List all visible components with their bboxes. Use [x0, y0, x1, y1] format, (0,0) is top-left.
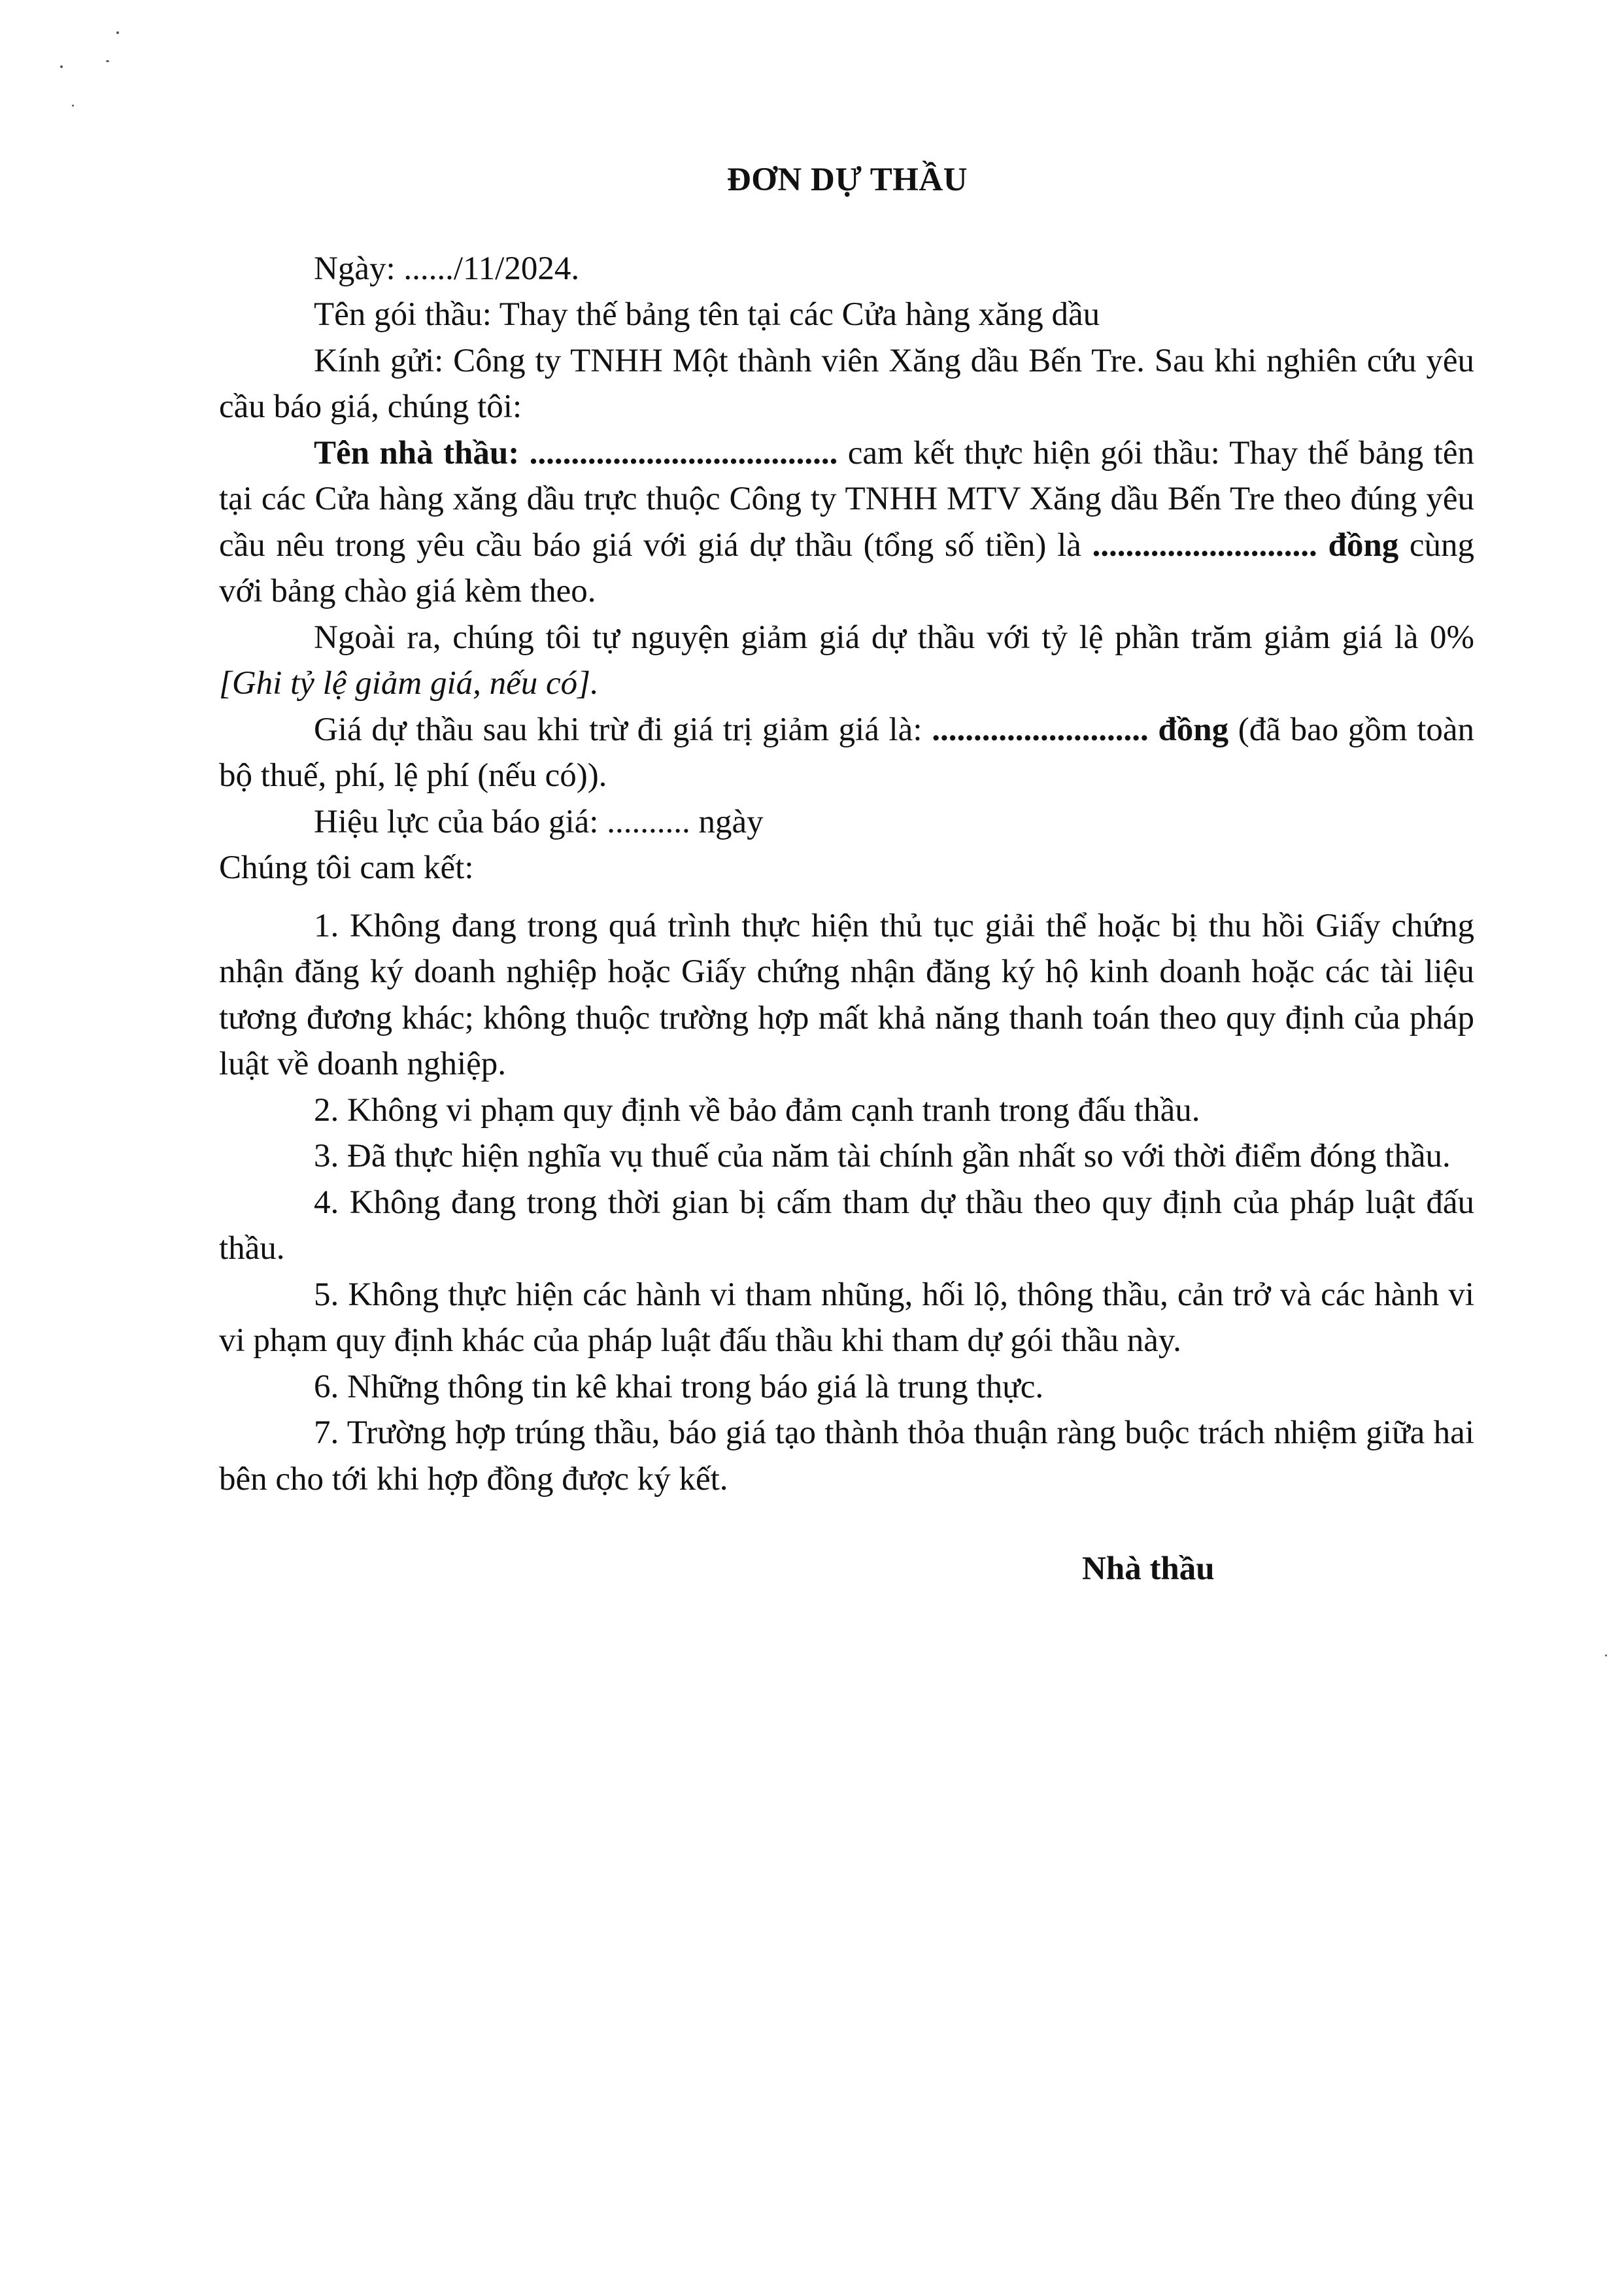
after-discount-paragraph	[219, 707, 1474, 799]
bid-amount-unit: đồng	[1328, 526, 1399, 564]
scan-speck	[60, 65, 63, 68]
date-line: Ngày: ....../11/2024.	[314, 250, 580, 287]
contractor-line-start: Tên nhà thầu: .....................................	[314, 434, 838, 471]
after-discount-unit: đồng	[1158, 711, 1229, 748]
contractor-paragraph	[219, 430, 1474, 615]
after-discount-start: Giá dự thầu sau khi trừ đi giá trị giảm giá là:	[314, 711, 922, 748]
commitment-item: 7. Trường hợp trúng thầu, báo giá tạo thành thỏa thuận ràng buộc trách nhiệm giữa hai bên cho tới khi hợp đồng được ký kết.	[219, 1414, 1474, 1498]
scan-speck	[116, 31, 119, 34]
bid-amount-tail: cùng với bảng chào giá kèm theo.	[219, 526, 1475, 609]
discount-paragraph	[219, 615, 1474, 707]
validity-line: Hiệu lực của báo giá: .......... ngày	[314, 803, 764, 840]
document-body	[219, 157, 1474, 1502]
package-name: Tên gói thầu: Thay thế bảng tên tại các Cửa hàng xăng dầu	[314, 296, 1100, 333]
scan-speck	[72, 105, 74, 107]
bid-amount-blank: ...........................	[1092, 526, 1317, 564]
contractor-line-rest: cam kết thực hiện gói thầu: Thay thế bảng tên tại các Cửa hàng xăng dầu trực thuộc Công ty TNHH MTV Xăng dầu Bến Tre theo đúng yêu cầu nêu trong yêu cầu báo giá với giá dự thầu (tổng số tiền) là	[219, 434, 1474, 564]
page-title: ĐƠN DỰ THẦU	[726, 162, 968, 198]
commitment-item: 4. Không đang trong thời gian bị cấm tham dự thầu theo quy định của pháp luật đấu thầu.	[219, 1184, 1474, 1267]
after-discount-tail: (đã bao gồm toàn bộ thuế, phí, lệ phí (nếu có)).	[219, 711, 1475, 794]
discount-line: Ngoài ra, chúng tôi tự nguyện giảm giá dự thầu với tỷ lệ phần trăm giảm giá là 0%	[314, 619, 1474, 656]
after-discount-blank: ..........................	[932, 711, 1149, 748]
commitment-item: 5. Không thực hiện các hành vi tham nhũng, hối lộ, thông thầu, cản trở và các hành vi vi phạm quy định khác của pháp luật đấu thầu khi tham dự gói thầu này.	[219, 1276, 1474, 1359]
addressee: Kính gửi: Công ty TNHH Một thành viên Xăng dầu Bến Tre. Sau khi nghiên cứu yêu cầu báo giá, chúng tôi:	[219, 342, 1474, 425]
commitment-item: 1. Không đang trong quá trình thực hiện thủ tục giải thể hoặc bị thu hồi Giấy chứng nhận đăng ký doanh nghiệp hoặc Giấy chứng nhận đăng ký hộ kinh doanh hoặc các tài liệu tương đương khác; không thuộc trường hợp mất khả năng thanh toán theo quy định của pháp luật về doanh nghiệp.	[219, 907, 1474, 1082]
commit-heading: Chúng tôi cam kết:	[219, 849, 474, 886]
discount-note: [Ghi tỷ lệ giảm giá, nếu có].	[219, 665, 599, 702]
commitment-item: 3. Đã thực hiện nghĩa vụ thuế của năm tài chính gần nhất so với thời điểm đóng thầu.	[314, 1138, 1451, 1174]
spacer	[219, 891, 1474, 903]
signature-label: Nhà thầu	[1082, 1550, 1215, 1587]
scan-speck	[1605, 1654, 1607, 1656]
commitment-item: 2. Không vi phạm quy định về bảo đảm cạnh tranh trong đấu thầu.	[314, 1091, 1200, 1129]
scan-speck	[106, 60, 109, 62]
commitment-item: 6. Những thông tin kê khai trong báo giá là trung thực.	[314, 1368, 1044, 1405]
